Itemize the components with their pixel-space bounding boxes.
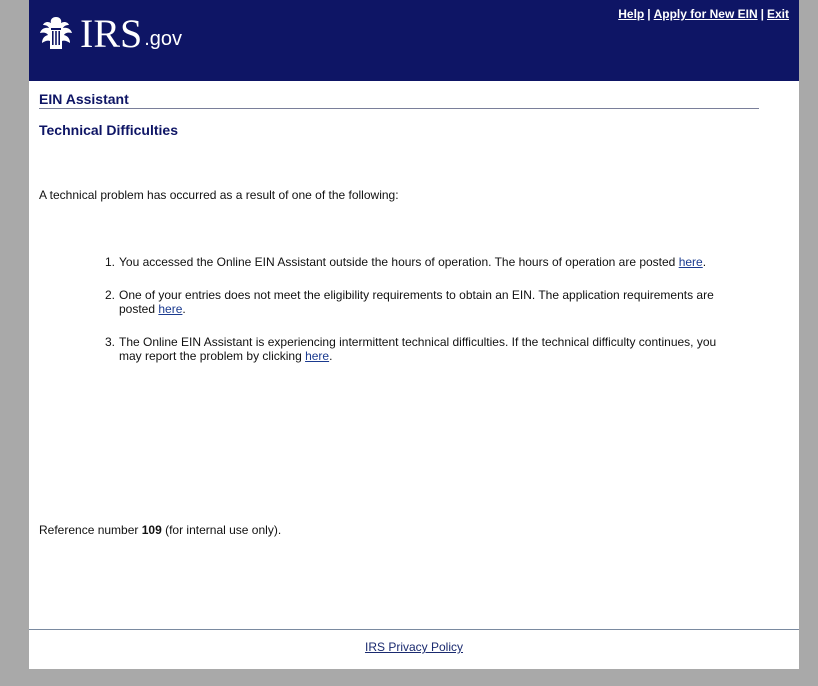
nav-separator: | bbox=[760, 7, 764, 21]
page-title: Technical Difficulties bbox=[39, 122, 178, 138]
eagle-icon bbox=[36, 14, 76, 54]
list-item bbox=[105, 255, 729, 269]
list-number: 3. bbox=[105, 335, 116, 349]
help-link[interactable]: Help bbox=[618, 7, 645, 21]
logo-irs-text: IRS bbox=[80, 11, 143, 56]
list-number: 1. bbox=[105, 255, 116, 269]
exit-link[interactable]: Exit bbox=[766, 7, 789, 21]
reason-text: The Online EIN Assistant is experiencing intermittent technical difficulties. If the technical difficulty continues, you may report the problem by clicking bbox=[119, 335, 717, 363]
intro-text: A technical problem has occurred as a result of one of the following: bbox=[39, 188, 399, 202]
nav-separator: | bbox=[647, 7, 651, 21]
reference-suffix: (for internal use only). bbox=[161, 523, 282, 537]
list-item bbox=[105, 288, 729, 316]
report-problem-here-link[interactable]: here bbox=[305, 349, 330, 363]
footer-divider bbox=[29, 629, 799, 630]
top-nav-links bbox=[618, 7, 789, 21]
irs-logo[interactable] bbox=[36, 12, 182, 56]
reason-end: . bbox=[702, 255, 707, 269]
page-container bbox=[29, 0, 799, 669]
requirements-here-link[interactable]: here bbox=[158, 302, 183, 316]
privacy-policy-link[interactable]: IRS Privacy Policy bbox=[364, 640, 464, 654]
list-number: 2. bbox=[105, 288, 116, 302]
apply-new-ein-link[interactable]: Apply for New EIN bbox=[653, 7, 758, 21]
reason-text: One of your entries does not meet the eligibility requirements to obtain an EIN. The application requirements are posted bbox=[119, 288, 714, 316]
reason-end: . bbox=[182, 302, 186, 316]
header-banner bbox=[29, 0, 799, 81]
reference-note bbox=[39, 523, 281, 537]
reason-list bbox=[105, 255, 729, 382]
logo-gov-text: .gov bbox=[144, 28, 183, 50]
reason-text: You accessed the Online EIN Assistant outside the hours of operation. The hours of operation are posted bbox=[119, 255, 679, 269]
hours-here-link[interactable]: here bbox=[678, 255, 703, 269]
reason-end: . bbox=[329, 349, 333, 363]
footer bbox=[29, 640, 799, 654]
reference-number: 109 bbox=[141, 523, 162, 537]
reference-prefix: Reference number bbox=[39, 523, 142, 537]
list-item bbox=[105, 335, 729, 363]
assistant-title: EIN Assistant bbox=[39, 91, 759, 109]
